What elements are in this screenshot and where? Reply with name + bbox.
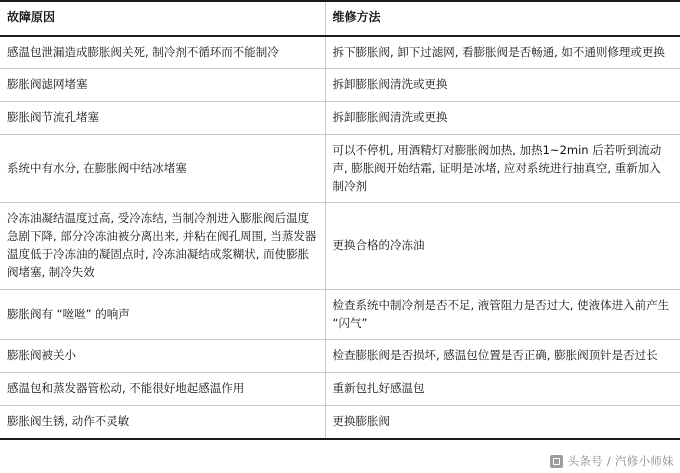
cell-cause: 感温包和蒸发器管松动, 不能很好地起感温作用 — [0, 373, 325, 406]
cell-cause: 膨胀阀被关小 — [0, 340, 325, 373]
cell-remedy: 拆卸膨胀阀清洗或更换 — [325, 102, 680, 135]
cell-remedy: 更换膨胀阀 — [332, 413, 390, 428]
table-row — [0, 373, 680, 406]
cell-cause: 感温包泄漏造成膨胀阀关死, 制冷剂不循环而不能制冷 — [0, 36, 325, 69]
cell-remedy: 检查膨胀阀是否损坏, 感温包位置是否正确, 膨胀阀顶针是否过长 — [325, 340, 680, 373]
column-header-remedy: 维修方法 — [325, 1, 680, 36]
table-row — [0, 203, 680, 289]
cell-remedy: 拆卸膨胀阀清洗或更换 — [325, 69, 680, 102]
cell-remedy: 重新包扎好感温包 — [325, 373, 680, 406]
cell-cause: 膨胀阀滤网堵塞 — [0, 69, 325, 102]
watermark — [550, 453, 675, 469]
cell-cause: 膨胀阀节流孔堵塞 — [0, 102, 325, 135]
table-row — [0, 69, 680, 102]
cell-cause: 膨胀阀有 “咝咝” 的响声 — [0, 289, 325, 340]
cell-cause: 膨胀阀生锈, 动作不灵敏 — [0, 405, 325, 438]
column-header-cause: 故障原因 — [0, 1, 325, 36]
toutiao-logo-icon — [550, 455, 563, 468]
table-row — [0, 405, 680, 438]
cell-cause: 冷冻油凝结温度过高, 受冷冻结, 当制冷剂进入膨胀阀后温度急剧下降, 部分冷冻油被分离出来, 并粘在阀孔周围, 当蒸发器温度低于冷冻油的凝固点时, 冷冻油凝结成浆糊状, 而使膨胀阀堵塞, 制冷失效 — [0, 203, 325, 289]
table-header-row — [0, 1, 680, 36]
cell-remedy: 更换合格的冷冻油 — [325, 203, 680, 289]
cell-cause: 系统中有水分, 在膨胀阀中结冰堵塞 — [0, 135, 325, 203]
table-row — [0, 340, 680, 373]
table-row — [0, 135, 680, 203]
cell-remedy: 可以不停机, 用酒精灯对膨胀阀加热, 加热1~2min 后若听到流动声, 膨胀阀开始结霜, 证明是冰堵, 应对系统进行抽真空, 重新加入制冷剂 — [325, 135, 680, 203]
table-row — [0, 102, 680, 135]
cell-remedy: 拆下膨胀阀, 卸下过滤网, 看膨胀阀是否畅通, 如不通则修理或更换 — [325, 36, 680, 69]
table-row — [0, 289, 680, 340]
table-body — [0, 36, 680, 439]
watermark-label: 头条号 / 汽修小师妹 — [567, 454, 674, 468]
cell-remedy: 检查系统中制冷剂是否不足, 液管阻力是否过大, 使液体进入前产生 “闪气” — [325, 289, 680, 340]
table-header — [0, 1, 680, 36]
table-row — [0, 36, 680, 69]
